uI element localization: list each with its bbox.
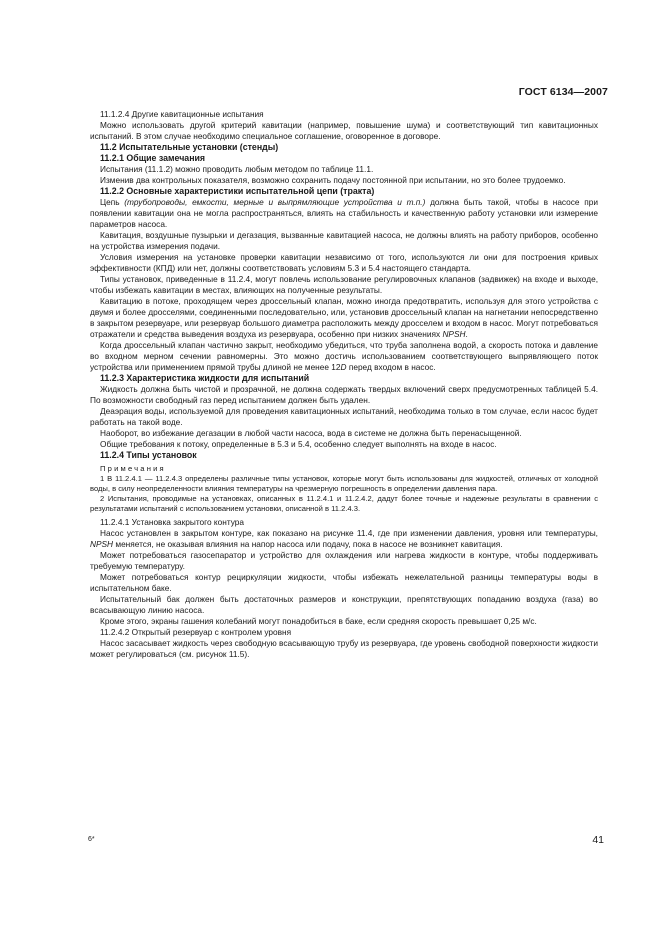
text-run: меняется, не оказывая влияния на напор насоса или подачу, пока в насосе не возникнет кавитация. xyxy=(113,539,503,549)
paragraph: Испытания (11.1.2) можно проводить любым методом по таблице 11.1. xyxy=(100,164,374,174)
note-item: 1 В 11.2.4.1 — 11.2.4.3 определены различные типы установок, которые могут быть использованы для жидкостей, отличных от холодной воды, в силу неопределенности влияния температуры на чрезмерную погрешность в определении давления пара. xyxy=(90,474,598,493)
paragraph xyxy=(90,296,598,340)
text-run: Насос установлен в закрытом контуре, как показано на рисунке 11.4, где при изменении давления, уровня или температуры, xyxy=(100,528,598,538)
paragraph: Общие требования к потоку, определенные в 5.3 и 5.4, особенно следует выполнять на входе в насос. xyxy=(100,439,497,449)
note-item: 2 Испытания, проводимые на установках, описанных в 11.2.4.1 и 11.2.4.2, дадут более точные и надежные результаты в сравнении с результатами испытаний с использованием установки, описанной в 11.2.4.3. xyxy=(90,494,598,513)
section-heading: 11.2.4 Типы установок xyxy=(100,450,197,460)
paragraph: Насос засасывает жидкость через свободную всасывающую трубу из резервуара, где уровень свободной поверхности жидкости может регулироваться (см. рисунок 11.5). xyxy=(90,638,598,659)
italic-text: D xyxy=(340,362,347,372)
standard-header: ГОСТ 6134—2007 xyxy=(518,86,608,98)
clause-title: 11.1.2.4 Другие кавитационные испытания xyxy=(100,109,264,119)
text-run: Кавитацию в потоке, проходящем через дроссельный клапан, можно иногда предотвратить, используя для этого устройства с двумя и более дросселями, соединенными последовательно, или, установив дроссельный клапан на нагнетании непосредственно в закрытом резервуаре, или резервуар большого диаметра расположить между дросселем и входом в насос. Могут потребоваться отражатели и средства выведения воздуха из резервуара, особенно при низких значениях xyxy=(90,296,598,339)
paragraph xyxy=(90,528,598,550)
page-body xyxy=(90,109,598,660)
text-run: перед входом в насос. xyxy=(346,362,436,372)
paragraph: Жидкость должна быть чистой и прозрачной, не должна содержать твердых включений сверх предусмотренных таблицей 5.4. По возможности свободный газ перед испытанием должен быть удален. xyxy=(90,384,598,405)
paragraph: Кавитация, воздушные пузырьки и дегазация, вызванные кавитацией насоса, не должны влиять на работу приборов, особенно на устройства измерения подачи. xyxy=(90,230,598,251)
paragraph: Изменив два контрольных показателя, возможно сохранить подачу постоянной при испытании, но это более трудоемко. xyxy=(100,175,566,185)
section-heading: 11.2.3 Характеристика жидкости для испытаний xyxy=(100,373,310,383)
clause-title: 11.2.4.2 Открытый резервуар с контролем уровня xyxy=(100,627,292,637)
text-run: . xyxy=(465,329,468,339)
italic-text: (трубопроводы, емкости, мерные и выпрямляющие устройства и т.п.) xyxy=(124,197,426,207)
paragraph: Условия измерения на установке проверки кавитации независимо от того, используются ли они для построения кривых эффективности (КПД) или нет, должны соответствовать условиям 5.3 и 5.4 настоящего стандарта. xyxy=(90,252,598,273)
paragraph: Деаэрация воды, используемой для проведения кавитационных испытаний, необходима только в том случае, если насос будет работать на такой воде. xyxy=(90,406,598,427)
paragraph: Может потребоваться газосепаратор и устройство для охлаждения или нагрева жидкости в контуре, чтобы поддерживать требуемую температуру. xyxy=(90,550,598,571)
paragraph: Испытательный бак должен быть достаточных размеров и конструкции, препятствующих попаданию воздуха (газа) во всасывающую линию насоса. xyxy=(90,594,598,615)
paragraph: Кроме этого, экраны гашения колебаний могут понадобиться в баке, если средняя скорость превышает 0,25 м/с. xyxy=(100,616,537,626)
text-run: должна быть такой, чтобы в насосе при появлении кавитации она не могла распространяться, влиять на стабильность и качественную работу установки или измерение параметров насоса. xyxy=(90,197,599,229)
italic-text: NPSH xyxy=(90,539,114,549)
footer-mark: 6* xyxy=(88,836,95,843)
section-heading: 11.2.2 Основные характеристики испытательной цепи (тракта) xyxy=(100,186,375,196)
notes-block xyxy=(90,464,598,514)
paragraph: Наоборот, во избежание дегазации в любой части насоса, вода в системе не должна быть перенасыщенной. xyxy=(100,428,522,438)
page-number: 41 xyxy=(592,834,604,846)
section-heading: 11.2 Испытательные установки (стенды) xyxy=(100,142,279,152)
notes-title: Примечания xyxy=(100,464,166,473)
section-heading: 11.2.1 Общие замечания xyxy=(100,153,206,163)
paragraph: Можно использовать другой критерий кавитации (например, повышение шума) и соответствующий тип кавитационных испытаний. В этом случае необходимо специальное соглашение, оговоренное в договоре. xyxy=(90,120,598,141)
clause-title: 11.2.4.1 Установка закрытого контура xyxy=(100,517,245,527)
paragraph xyxy=(90,197,598,230)
text-run: Цепь xyxy=(100,197,125,207)
italic-text: NPSH xyxy=(442,329,466,339)
paragraph xyxy=(90,340,598,373)
text-run: Когда дроссельный клапан частично закрыт, необходимо убедиться, что труба заполнена водой, а скорость потока и давление во входном мерном сечении равномерны. Это можно достичь использованием соответствующего выпрявляющего поток устройства или применением прямой трубы длиной не менее 12 xyxy=(90,340,598,372)
paragraph: Может потребоваться контур рециркуляции жидкости, чтобы избежать нежелательной разницы температуры воды в испытательном баке. xyxy=(90,572,598,593)
paragraph: Типы установок, приведенные в 11.2.4, могут повлечь использование регулировочных клапанов (задвижек) на входе и выходе, чтобы избежать кавитации в местах, влияющих на полученные результаты. xyxy=(90,274,598,295)
